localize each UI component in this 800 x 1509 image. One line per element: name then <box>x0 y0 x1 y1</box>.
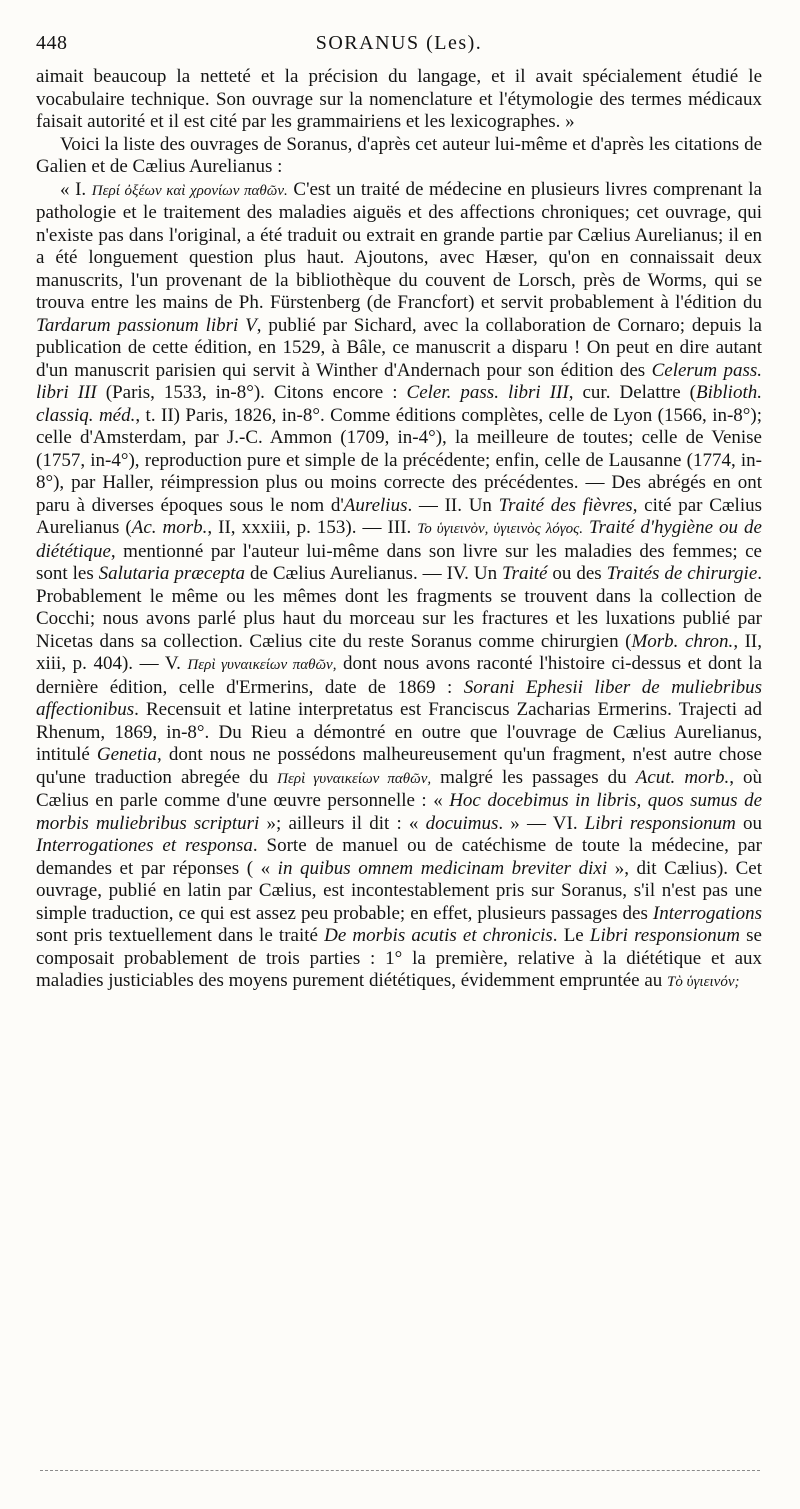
footer-rule <box>40 1470 760 1471</box>
italic-run: Tardarum passionum libri V <box>36 314 257 336</box>
greek-title: Περί ὀξέων καὶ χρονίων παθῶν. <box>91 182 288 199</box>
text-run: , cité par Cælius Aurelianus ( <box>36 494 762 538</box>
text-run: . » — VI. <box>498 812 585 834</box>
text-run: ou <box>735 812 762 834</box>
text-run: . — II. Un <box>407 494 499 516</box>
text-run: malgré les passages du <box>431 766 636 788</box>
text-run: , publié par Sichard, avec la collaboration de Cornaro; depuis la publication de cette édition, en 1529, à Bâle, ce manuscrit a disparu ! On peut en dire autant d'un manuscrit parisien qui servit à Winther d'Andernach pour son édition des <box>36 314 762 381</box>
running-head <box>36 28 762 60</box>
italic-run: Traité <box>502 563 548 584</box>
text-run: aimait beaucoup la netteté et la précision du langage, et il avait spécialement étudié le vocabulaire technique. Son ouvrage sur la nomenclature et l'étymologie des termes médicaux faisait autorité et il est cité par les grammairiens et les lexicographes. » <box>36 66 762 132</box>
text-run: , mentionné par l'auteur lui-même dans son livre sur les maladies des femmes; ce sont les <box>36 540 762 584</box>
running-title: SORANUS (Les). <box>315 32 483 54</box>
text-run: , cur. Delattre ( <box>568 382 697 403</box>
italic-run: Aurelius <box>343 494 408 516</box>
text-run: . Le <box>552 925 590 946</box>
italic-run: Biblioth. classiq. méd. <box>36 382 762 426</box>
page-number: 448 <box>36 32 68 54</box>
text-run: »; ailleurs il dit : « <box>259 812 426 834</box>
italic-run: Interrogations <box>652 902 762 924</box>
italic-run: Traité d'hygiène ou de diététique <box>36 517 762 562</box>
greek-title: Το ὑγιεινὸν, ὑγιεινὸς λόγος. <box>417 521 583 537</box>
text-run: , II, xxxiii, p. 153). — III. <box>207 517 418 538</box>
text-run: Voici la liste des ouvrages de Soranus, d'après cet auteur lui-même et d'après les citations de Galien et de Cælius Aurelianus : <box>36 133 762 177</box>
text-run: dont nous avons raconté l'histoire ci-dessus et dont la dernière édition, celle d'Ermerins, date de 1869 : <box>36 653 762 698</box>
italic-run: Interrogationes et responsa <box>36 835 253 856</box>
italic-run: Traité des fièvres <box>498 494 633 516</box>
italic-run: Celerum pass. libri III <box>36 359 762 403</box>
text-run: , t. II) Paris, 1826, in-8°. Comme éditions complètes, celle de Lyon (1566, in-8°); celle d'Amsterdam, par J.-C. Ammon (1709, in-4°), la meilleure de toutes; celle de Venise (1757, in-4°), reproduction pure et simple de la précédente; enfin, celle de Lausanne (1774, in-8°), par Haller, réimpression plus ou moins correcte des précédentes. — Des abrégés en ont paru à diverses époques sous le nom d' <box>36 404 763 516</box>
italic-run: in quibus omnem medicinam breviter dixi <box>277 857 608 879</box>
text-run: , dont nous ne possédons malheureusement qu'un fragment, n'est autre chose qu'une traduction abregée du <box>36 744 762 788</box>
text-run: . Sorte de manuel ou de catéchisme de toute la médecine, par demandes et par réponses ( « <box>36 835 762 879</box>
italic-run: Morb. chron. <box>631 630 734 652</box>
text-run: . Probablement le même ou les mêmes dont les fragments se trouvent dans la collection de Cocchi; nous avons parlé plus haut du morceau sur les fractures et les luxations publié par Nicetas dans sa collection. Cælius cite du reste Soranus comme chirurgien ( <box>36 563 762 652</box>
paragraph-continuation <box>36 66 762 134</box>
text-run: se composait probablement de trois parties : 1° la première, relative à la diététique et aux maladies justiciables des moyens purement diététiques, évidemment empruntée au <box>36 925 762 991</box>
paragraph-works-intro <box>36 134 762 179</box>
text-run: », dit Cælius). Cet ouvrage, publié en latin par Cælius, est incontestablement pris sur Soranus, s'il n'est pas une simple traduction, ce qui est assez peu probable; en effet, plusieurs passages des <box>36 857 762 924</box>
italic-run: Acut. morb. <box>635 766 730 788</box>
text-run: sont pris textuellement dans le traité <box>36 925 325 946</box>
greek-title: Τὸ ὑγιεινόν; <box>667 974 740 990</box>
text-run: . Recensuit et latine interpretatus est Franciscus Zacharias Ermerins. Trajecti ad Rhenum, 1869, in-8°. Du Rieu a démontré en outre que l'ouvrage de Cælius Aurelianus, intitulé <box>36 699 762 765</box>
italic-run: Ac. morb. <box>131 517 208 538</box>
italic-run: Salutaria præcepta <box>98 563 246 584</box>
text-run: ou des <box>547 563 607 584</box>
greek-title: Περὶ γυναικείων παθῶν, <box>187 657 337 673</box>
italic-run: Sorani Ephesii liber de muliebribus affectionibus <box>36 676 762 720</box>
text-run: , où Cælius en parle comme d'une œuvre personnelle : « <box>36 766 763 811</box>
italic-run: Hoc docebimus in libris, quos sumus de morbis muliebribus scripturi <box>36 790 762 834</box>
text-run: , II, xiii, p. 404). — V. <box>36 630 762 674</box>
greek-title: Περὶ γυναικείων παθῶν, <box>277 770 432 787</box>
text-run: « I. <box>60 178 92 200</box>
body-text <box>36 66 762 994</box>
italic-run: docuimus <box>425 812 499 834</box>
italic-run: De morbis acutis et chronicis <box>324 925 553 946</box>
italic-run: Libri responsionum <box>589 925 740 946</box>
italic-run: Genetia <box>96 744 158 765</box>
text-run: C'est un traité de médecine en plusieurs livres comprenant la pathologie et le traitement des maladies aiguës et des affections chroniques; cet ouvrage, qui n'existe pas dans l'original, a été traduit ou extrait en grande partie par Cælius Aurelianus; il en a été longuement question plus haut. Ajoutons, avec Hæser, qu'on en connaissait deux manuscrits, l'un provenant de la bibliothèque du couvent de Lorsch, près de Worms, qui se trouva entre les mains de Ph. Fürstenberg (de Francfort) et servit probablement à l'édition du <box>36 178 762 313</box>
italic-run: Traités de chirurgie <box>606 563 758 584</box>
text-run: de Cælius Aurelianus. — IV. Un <box>245 563 503 584</box>
italic-run: Celer. pass. libri III <box>406 382 569 403</box>
italic-run: Libri responsionum <box>584 812 736 834</box>
text-run: (Paris, 1533, in-8°). Citons encore : <box>96 382 407 403</box>
paragraph-works-list <box>36 179 762 994</box>
